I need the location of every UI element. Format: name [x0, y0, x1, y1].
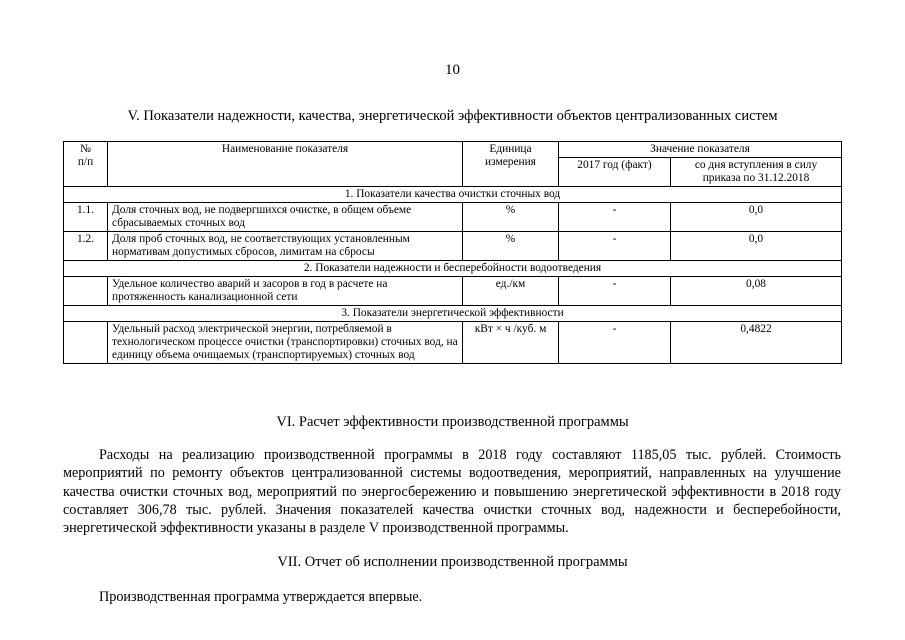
- table-group-row: [64, 306, 842, 322]
- table-row: [64, 232, 842, 261]
- header-value-group: Значение показателя: [559, 142, 842, 158]
- table-group-row: [64, 187, 842, 203]
- group-title: 3. Показатели энергетической эффективности: [64, 306, 842, 322]
- header-plan: со дня вступления в силу приказа по 31.12.2018: [671, 158, 842, 187]
- cell-fact: -: [559, 232, 671, 261]
- cell-plan: 0,08: [671, 277, 842, 306]
- cell-unit: кВт × ч /куб. м: [463, 322, 559, 364]
- group-title: 2. Показатели надежности и бесперебойности водоотведения: [64, 261, 842, 277]
- cell-fact: -: [559, 203, 671, 232]
- section-5-title: V. Показатели надежности, качества, энергетической эффективности объектов централизованных систем: [127, 108, 778, 124]
- section-7-title: VII. Отчет об исполнении производственной программы: [277, 554, 628, 570]
- table-group-row: [64, 261, 842, 277]
- table-row: [64, 277, 842, 306]
- group-title: 1. Показатели качества очистки сточных вод: [64, 187, 842, 203]
- indicators-table: [63, 141, 842, 364]
- cell-num: [64, 277, 108, 306]
- cell-num: 1.1.: [64, 203, 108, 232]
- table-row: [64, 203, 842, 232]
- page-number: 10: [445, 62, 460, 78]
- cell-plan: 0,0: [671, 232, 842, 261]
- section-6-title: VI. Расчет эффективности производственной программы: [276, 414, 629, 430]
- header-num: № п/п: [64, 142, 108, 187]
- cell-num: 1.2.: [64, 232, 108, 261]
- section-6-paragraph: Расходы на реализацию производственной программы в 2018 году составляют 1185,05 тыс. рублей. Стоимость мероприятий по ремонту объектов централизованной системы водоотведения, мероприятий, направленных на улучшение качества очистки сточных вод, мероприятий по энергосбережению и повышению энергетической эффективности в 2018 году составляет 306,78 тыс. рублей. Значения показателей качества очистки сточных вод, надежности и бесперебойности, энергетической эффективности указаны в разделе V производственной программы.: [63, 447, 841, 537]
- cell-name: Удельное количество аварий и засоров в год в расчете на протяженность канализационной сети: [108, 277, 463, 306]
- header-name: Наименование показателя: [108, 142, 463, 187]
- table-body: [64, 187, 842, 364]
- cell-fact: -: [559, 277, 671, 306]
- cell-num: [64, 322, 108, 364]
- cell-plan: 0,0: [671, 203, 842, 232]
- cell-unit: %: [463, 203, 559, 232]
- table-row: [64, 322, 842, 364]
- cell-unit: %: [463, 232, 559, 261]
- cell-name: Удельный расход электрической энергии, потребляемой в технологическом процессе очистки (транспортировки) сточных вод, на единицу объема очищаемых (транспортируемых) сточных вод: [108, 322, 463, 364]
- header-fact: 2017 год (факт): [559, 158, 671, 187]
- cell-unit: ед./км: [463, 277, 559, 306]
- section-7-paragraph: Производственная программа утверждается впервые.: [99, 589, 423, 605]
- cell-fact: -: [559, 322, 671, 364]
- header-unit: Единица измерения: [463, 142, 559, 187]
- cell-plan: 0,4822: [671, 322, 842, 364]
- cell-name: Доля проб сточных вод, не соответствующих установленным нормативам допустимых сбросов, лимитам на сбросы: [108, 232, 463, 261]
- cell-name: Доля сточных вод, не подвергшихся очистке, в общем объеме сбрасываемых сточных вод: [108, 203, 463, 232]
- table-header-row: [64, 142, 842, 158]
